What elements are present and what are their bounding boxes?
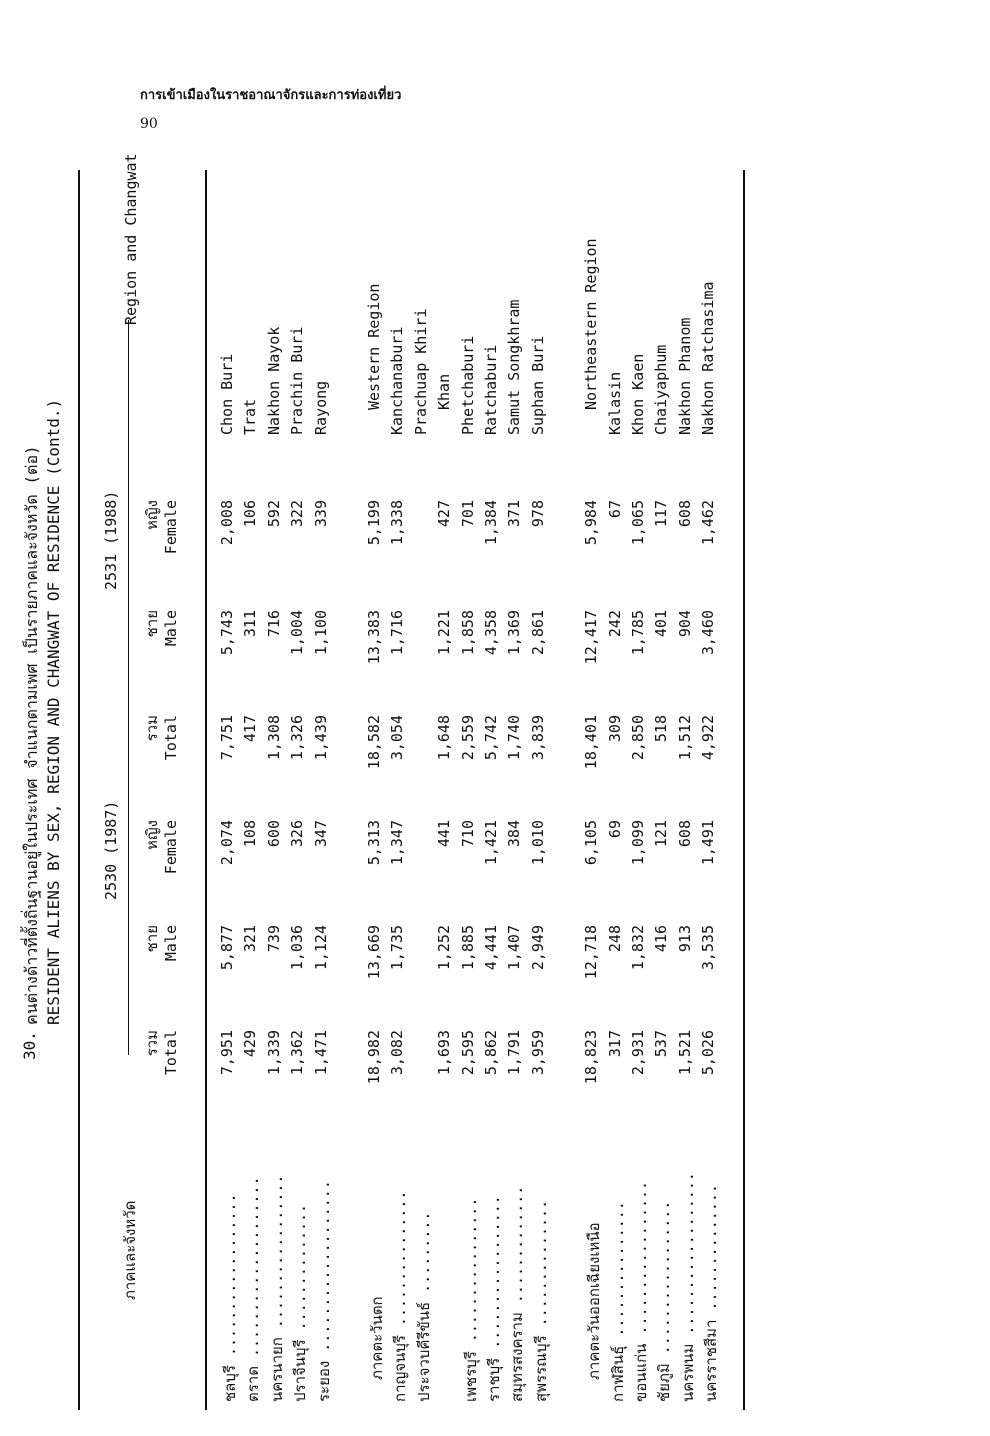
value-cell: 2,074	[218, 820, 236, 866]
value-cell: 248	[605, 925, 624, 953]
row-name-en: Kanchanaburi	[388, 326, 407, 435]
value-cell: 904	[675, 610, 694, 638]
value-cell: 1,407	[505, 925, 524, 971]
value-cell: 1,439	[311, 715, 330, 761]
value-cell: 12,718	[582, 925, 601, 980]
subheader-female-en-1988: Female	[162, 500, 180, 555]
value-cell: 5,742	[482, 715, 500, 761]
value-cell: 1,384	[482, 500, 500, 546]
row-name-th: ปราจีนบุรี ..............	[291, 1203, 310, 1402]
table-row	[529, 170, 553, 1420]
subheader-male-en-1987: Male	[162, 925, 180, 962]
value-cell: 2,861	[528, 610, 547, 656]
book-title: การเข้าเมืองในราชอาณาจักรและการท่องเที่ยว	[140, 88, 402, 103]
value-cell: 1,308	[264, 715, 283, 761]
row-name-en: Ratchaburi	[482, 344, 500, 435]
table-row	[606, 170, 630, 1420]
value-cell: 117	[652, 500, 671, 528]
value-cell: 108	[241, 820, 260, 848]
year-1988: 2531 (1988)	[102, 490, 120, 590]
value-cell: 7,751	[218, 715, 236, 761]
row-name-th: ชลบุรี ..................	[221, 1193, 239, 1402]
row-name-en: Nakhon Phanom	[675, 317, 694, 435]
row-name-en: Khon Kaen	[629, 353, 647, 435]
row-name-th: ประจวบคีรีขันธ์ .........	[414, 1211, 433, 1402]
value-cell: 2,949	[528, 925, 547, 971]
subheader-female-th-1988: หญิง	[143, 500, 161, 530]
value-cell: 5,862	[482, 1030, 500, 1076]
value-cell: 1,065	[629, 500, 647, 546]
value-cell: 518	[652, 715, 671, 743]
value-cell: 1,338	[388, 500, 407, 546]
value-cell: 1,347	[388, 820, 407, 866]
value-cell: 1,124	[311, 925, 330, 971]
value-cell: 1,421	[482, 820, 500, 866]
row-name-th: ตราด ....................	[244, 1176, 263, 1402]
value-cell: 5,743	[218, 610, 236, 656]
value-cell: 1,648	[435, 715, 454, 761]
value-cell: 608	[675, 820, 694, 848]
value-cell: 13,383	[365, 610, 383, 665]
value-cell: 701	[458, 500, 477, 528]
table-row	[312, 170, 336, 1420]
row-name-en: Chaiyaphum	[652, 344, 671, 435]
value-cell: 1,326	[288, 715, 307, 761]
table-row	[676, 170, 700, 1420]
subheader-male-en-1988: Male	[162, 610, 180, 647]
region-row	[365, 170, 389, 1420]
value-cell: 1,369	[505, 610, 524, 656]
value-cell: 1,693	[435, 1030, 454, 1076]
value-cell: 18,582	[365, 715, 383, 770]
table-row	[288, 170, 312, 1420]
subheader-female-th-1987: หญิง	[143, 820, 161, 850]
value-cell: 1,735	[388, 925, 407, 971]
row-name-en: Phetchaburi	[458, 335, 477, 435]
row-name-th: สมุทรสงคราม .............	[508, 1185, 527, 1402]
table-row	[388, 170, 412, 1420]
row-name-en: Kalasin	[605, 371, 624, 435]
value-cell: 371	[505, 500, 524, 528]
value-cell: 326	[288, 820, 307, 848]
table-row	[652, 170, 676, 1420]
value-cell: 1,740	[505, 715, 524, 761]
page-number: 90	[140, 116, 158, 132]
value-cell: 1,858	[458, 610, 477, 656]
top-rule	[78, 170, 80, 1410]
value-cell: 3,082	[388, 1030, 407, 1076]
row-name-en: Samut Songkhram	[505, 299, 524, 435]
value-cell: 3,460	[699, 610, 718, 656]
row-name-en: Chon Buri	[218, 353, 236, 435]
value-cell: 1,791	[505, 1030, 524, 1076]
col-region-th: ภาคและจังหวัด	[121, 1200, 139, 1300]
subheader-male-th-1987: ชาย	[143, 925, 161, 953]
value-cell: 600	[264, 820, 283, 848]
value-cell: 3,839	[528, 715, 547, 761]
value-cell: 5,199	[365, 500, 383, 546]
value-cell: 13,669	[365, 925, 383, 980]
year-1987: 2530 (1987)	[102, 800, 120, 900]
table-row	[265, 170, 289, 1420]
value-cell: 5,984	[582, 500, 601, 546]
value-cell: 1,832	[629, 925, 647, 971]
rotated-table	[0, 153, 800, 1420]
table-row	[482, 170, 506, 1420]
value-cell: 106	[241, 500, 260, 528]
table-row-continuation	[435, 170, 459, 1420]
value-cell: 242	[605, 610, 624, 638]
value-cell: 913	[675, 925, 694, 953]
value-cell: 1,362	[288, 1030, 307, 1076]
table-row	[241, 170, 265, 1420]
value-cell: 1,521	[675, 1030, 694, 1076]
value-cell: 1,004	[288, 610, 307, 656]
value-cell: 3,054	[388, 715, 407, 761]
value-cell: 1,339	[264, 1030, 283, 1076]
value-cell: 2,559	[458, 715, 477, 761]
row-name-th: ภาคตะวันตก	[368, 1296, 386, 1380]
value-cell: 592	[264, 500, 283, 528]
value-cell: 1,036	[288, 925, 307, 971]
value-cell: 3,535	[699, 925, 718, 971]
row-name-th: ระยอง ...................	[314, 1180, 333, 1402]
value-cell: 347	[311, 820, 330, 848]
value-cell: 1,716	[388, 610, 407, 656]
value-cell: 121	[652, 820, 671, 848]
value-cell: 427	[435, 500, 454, 528]
table-row	[629, 170, 653, 1420]
value-cell: 12,417	[582, 610, 601, 665]
row-name-th: นครนายก .................	[267, 1174, 286, 1402]
table-row	[505, 170, 529, 1420]
year2-rule	[128, 320, 129, 740]
row-name-en: Suphan Buri	[528, 335, 547, 435]
value-cell: 18,401	[582, 715, 601, 770]
value-cell: 1,099	[629, 820, 647, 866]
table-number: 30.	[20, 1031, 39, 1060]
value-cell: 3,959	[528, 1030, 547, 1076]
table-title-th: คนต่างด้าวที่ตั้งถิ่นฐานอยู่ในประเทศ จำแนกตามเพศ เป็นรายภาคและจังหวัด (ต่อ)	[22, 445, 41, 1025]
subheader-total-en-1988: Total	[162, 715, 180, 761]
value-cell: 321	[241, 925, 260, 953]
row-name-th: ชัยภูมิ .................	[655, 1200, 674, 1402]
subheader-total-en-1987: Total	[162, 1030, 180, 1076]
row-name-en: Trat	[241, 398, 260, 435]
col-region-en: Region and Changwat	[122, 153, 140, 325]
value-cell: 441	[435, 820, 454, 848]
value-cell: 716	[264, 610, 283, 638]
value-cell: 7,951	[218, 1030, 236, 1076]
value-cell: 1,221	[435, 610, 454, 656]
row-name-en-cont: Khan	[435, 373, 454, 410]
value-cell: 1,010	[528, 820, 547, 866]
value-cell: 5,026	[699, 1030, 718, 1076]
value-cell: 416	[652, 925, 671, 953]
value-cell: 4,441	[482, 925, 500, 971]
row-name-en: Northeastern Region	[582, 238, 601, 410]
value-cell: 5,313	[365, 820, 383, 866]
row-name-th: นครราชสีมา ..............	[702, 1184, 721, 1402]
value-cell: 2,008	[218, 500, 236, 546]
value-cell: 2,931	[629, 1030, 647, 1076]
table-row	[218, 170, 242, 1420]
value-cell: 429	[241, 1030, 260, 1058]
value-cell: 608	[675, 500, 694, 528]
row-name-th: ภาคตะวันออกเฉียงเหนือ	[585, 1222, 604, 1380]
header-rule	[205, 170, 207, 1410]
subheader-male-th-1988: ชาย	[143, 610, 161, 638]
value-cell: 710	[458, 820, 477, 848]
value-cell: 1,885	[458, 925, 477, 971]
value-cell: 417	[241, 715, 260, 743]
value-cell: 739	[264, 925, 283, 953]
value-cell: 339	[311, 500, 330, 528]
value-cell: 317	[605, 1030, 624, 1058]
value-cell: 1,491	[699, 820, 718, 866]
row-name-th: ขอนแก่น .................	[632, 1180, 650, 1402]
value-cell: 537	[652, 1030, 671, 1058]
row-name-th: กาญจนบุรี ...............	[391, 1190, 410, 1402]
row-name-th: กาฬสินธุ์ ...............	[608, 1201, 627, 1402]
row-name-th: ราชบุรี .................	[485, 1195, 503, 1402]
value-cell: 18,982	[365, 1030, 383, 1085]
value-cell: 2,595	[458, 1030, 477, 1076]
value-cell: 6,105	[582, 820, 601, 866]
value-cell: 401	[652, 610, 671, 638]
table-title-en: RESIDENT ALIENS BY SEX, REGION AND CHANGWAT OF RESIDENCE (Contd.)	[44, 398, 63, 1025]
row-name-en: Western Region	[365, 283, 383, 410]
value-cell: 1,471	[311, 1030, 330, 1076]
value-cell: 5,877	[218, 925, 236, 971]
subheader-total-th-1988: รวม	[143, 715, 161, 742]
value-cell: 4,922	[699, 715, 718, 761]
value-cell: 322	[288, 500, 307, 528]
value-cell: 1,252	[435, 925, 454, 971]
value-cell: 67	[605, 500, 624, 519]
bottom-rule	[743, 170, 745, 1410]
value-cell: 69	[605, 820, 624, 839]
value-cell: 1,462	[699, 500, 718, 546]
region-row	[582, 170, 606, 1420]
value-cell: 18,823	[582, 1030, 601, 1085]
value-cell: 384	[505, 820, 524, 848]
value-cell: 309	[605, 715, 624, 743]
row-name-en: Nakhon Nayok	[264, 326, 283, 435]
value-cell: 2,850	[629, 715, 647, 761]
row-name-en: Prachin Buri	[288, 326, 307, 435]
table-row	[459, 170, 483, 1420]
value-cell: 978	[528, 500, 547, 528]
row-name-th: สุพรรณบุรี ..............	[531, 1199, 550, 1402]
value-cell: 1,785	[629, 610, 647, 656]
table-row	[699, 170, 723, 1420]
row-name-en: Prachuap Khiri	[411, 308, 430, 435]
row-name-en: Rayong	[311, 380, 330, 435]
value-cell: 1,100	[311, 610, 330, 656]
row-name-en: Nakhon Ratchasima	[699, 281, 718, 435]
row-name-th: เพชรบุรี ................	[461, 1197, 480, 1402]
row-name-th: นครพนม ..................	[678, 1172, 697, 1402]
subheader-female-en-1987: Female	[162, 820, 180, 875]
subheader-total-th-1987: รวม	[143, 1030, 161, 1057]
value-cell: 1,512	[675, 715, 694, 761]
value-cell: 4,358	[482, 610, 500, 656]
value-cell: 311	[241, 610, 260, 638]
